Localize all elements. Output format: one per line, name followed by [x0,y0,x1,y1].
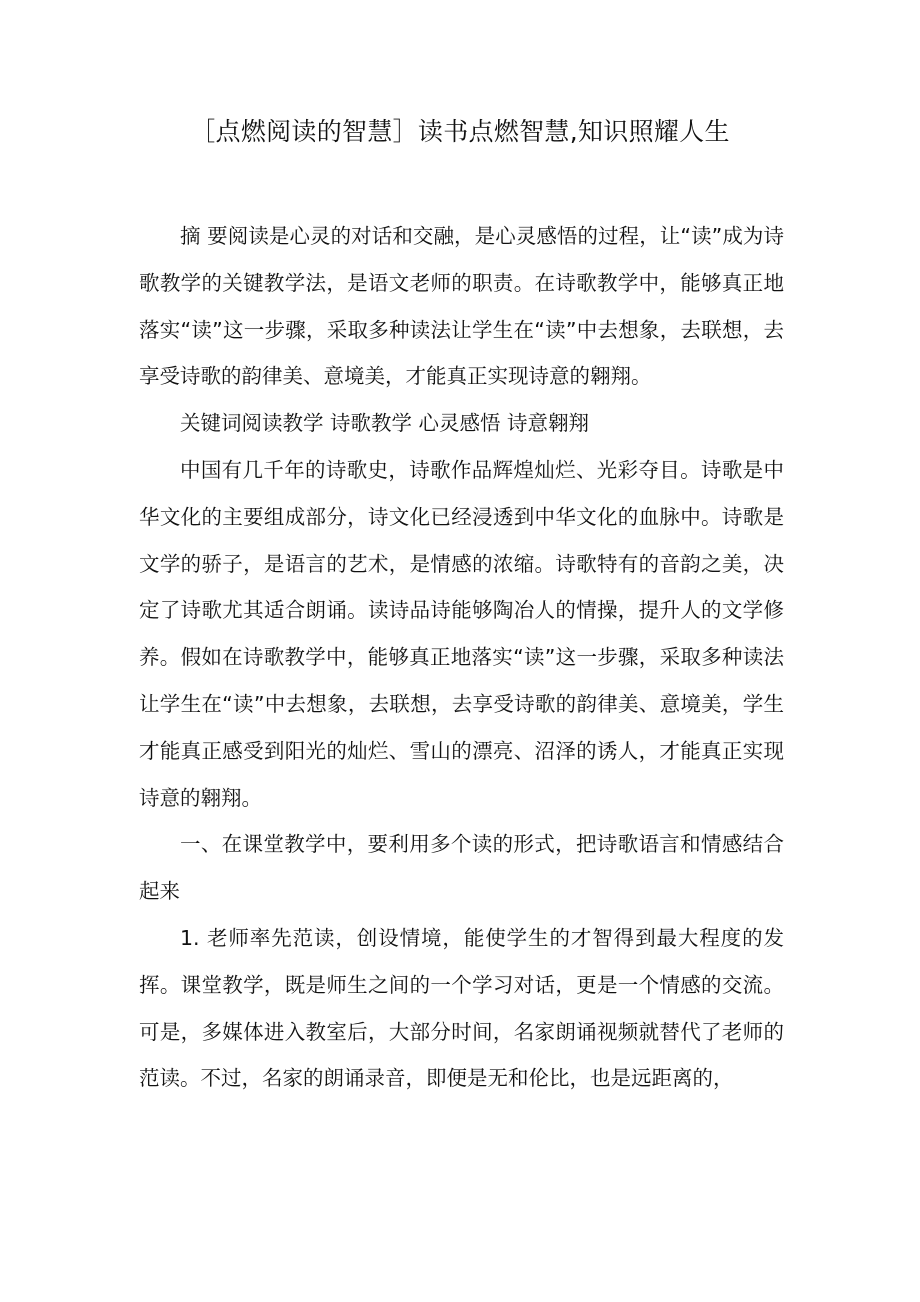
abstract-paragraph: 摘 要阅读是心灵的对话和交融，是心灵感悟的过程，让“读”成为诗歌教学的关键教学法，是语文老师的职责。在诗歌教学中，能够真正地落实“读”这一步骤，采取多种读法让学生在“读”中去想象，去联想，去享受诗歌的韵律美、意境美，才能真正实现诗意的翱翔。 [139,224,784,389]
body-paragraph: 中国有几千年的诗歌史，诗歌作品辉煌灿烂、光彩夺目。诗歌是中华文化的主要组成部分，诗文化已经浸透到中华文化的血脉中。诗歌是文学的骄子，是语言的艺术，是情感的浓缩。诗歌特有的音韵之美，决定了诗歌尤其适合朗诵。读诗品诗能够陶冶人的情操，提升人的文学修养。假如在诗歌教学中，能够真正地落实“读”这一步骤，采取多种读法让学生在“读”中去想象，去联想，去享受诗歌的韵律美、意境美，学生才能真正感受到阳光的灿烂、雪山的漂亮、沼泽的诱人，才能真正实现诗意的翱翔。 [139,457,784,810]
keywords-paragraph: 关键词阅读教学 诗歌教学 心灵感悟 诗意翱翔 [180,411,590,436]
document-body [139,213,784,1102]
body-paragraph: 1. 老师率先范读，创设情境，能使学生的才智得到最大程度的发挥。课堂教学，既是师生之间的一个学习对话，更是一个情感的交流。可是，多媒体进入教室后，大部分时间，名家朗诵视频就替代了老师的范读。不过，名家的朗诵录音，即便是无和伦比，也是远距离的， [139,925,784,1091]
document-title: ［点燃阅读的智慧］读书点燃智慧,知识照耀人生 [190,117,730,146]
section-heading: 一、在课堂教学中，要利用多个读的形式，把诗歌语言和情感结合起来 [139,832,784,904]
